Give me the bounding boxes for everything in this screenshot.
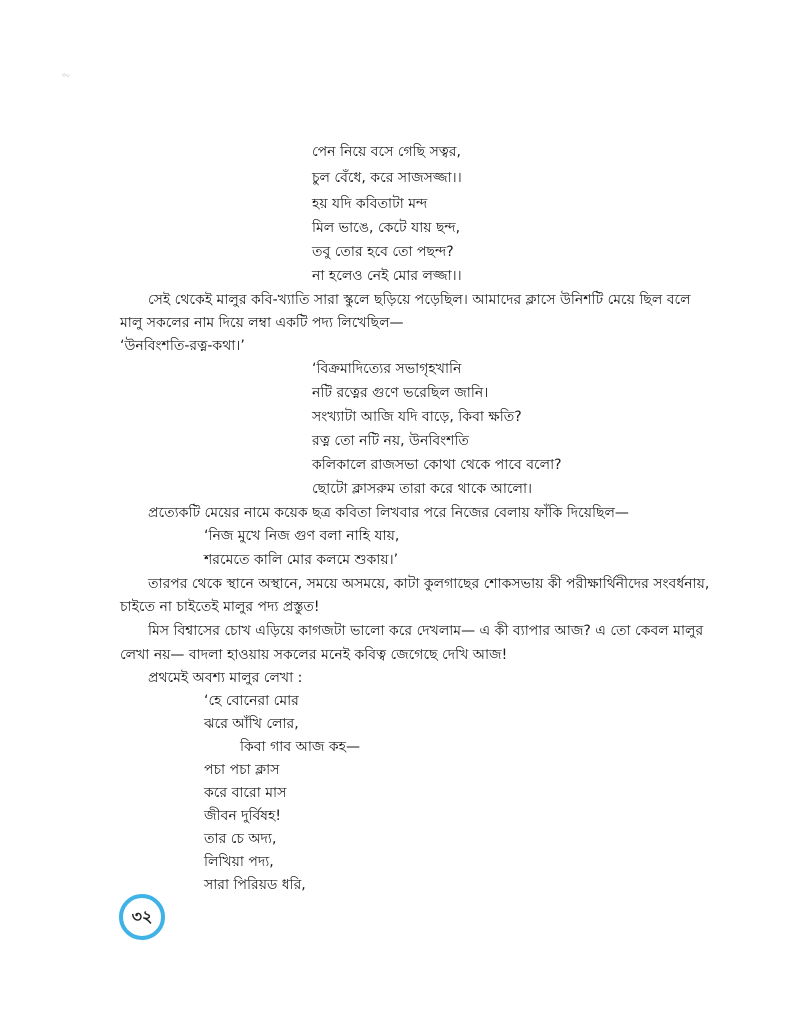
poem1-line-4: মিল ভাঙে, কেটে যায় ছন্দ,	[312, 220, 461, 236]
para4-line-2: লেখা নয়— বাদলা হাওয়ায় সকলের মনেই কবিত্ব জেগেছে দেখি আজ!	[120, 647, 508, 663]
para5-line: প্রথমেই অবশ্য মালুর লেখা :	[148, 670, 303, 686]
poem1-line-5: তবু তোর হবে তো পছন্দ?	[312, 244, 454, 260]
poem4-line-8: লিখিয়া পদ্য,	[204, 854, 274, 870]
poem2-line-1: ‘বিক্রমাদিত্যের সভাগৃহখানি	[312, 361, 462, 377]
poem4-line-9: সারা পিরিয়ড ধরি,	[204, 877, 306, 893]
poem4-line-7: তার চে অদ্য,	[204, 831, 277, 847]
para4-line-1: মিস বিশ্বাসের চোখ এড়িয়ে কাগজটা ভালো করে দেখলাম— এ কী ব্যাপার আজ? এ তো কেবল মালুর	[148, 623, 704, 639]
poem4-line-4: পচা পচা ক্লাস	[204, 762, 280, 778]
para2-line: প্রত্যেকটি মেয়ের নামে কয়েক ছত্র কবিতা লিখবার পরে নিজের বেলায় ফাঁকি দিয়েছিল—	[148, 505, 629, 521]
poem3-line-2: শরমেতে কালি মোর কলমে শুকায়।’	[204, 552, 399, 568]
poem4-line-2: ঝরে আঁখি লোর,	[204, 716, 299, 732]
poem4-line-3: কিবা গাব আজ কহ—	[240, 739, 361, 755]
poem2-line-5: কলিকালে রাজসভা কোথা থেকে পাবে বলো?	[312, 457, 562, 473]
page-number: ৩২	[131, 906, 153, 926]
poem4-line-5: করে বারো মাস	[204, 785, 287, 801]
poem3-line-1: ‘নিজ মুখে নিজ গুণ বলা নাহি যায়,	[204, 528, 400, 544]
para1-line-1: সেই থেকেই মালুর কবি-খ্যাতি সারা স্কুলে ছড়িয়ে পড়েছিল। আমাদের ক্লাসে উনিশটি মেয়ে ছিল বলে	[148, 292, 691, 308]
page-number-badge	[119, 894, 165, 940]
para1-line-3: ‘উনবিংশতি-রত্ন-কথা।’	[120, 338, 245, 354]
poem2-line-6: ছোটো ক্লাসরুম তারা করে থাকে আলো।	[312, 481, 533, 497]
para3-line-2: চাইতে না চাইতেই মালুর পদ্য প্রস্তুত!	[120, 599, 320, 615]
poem1-line-2: চুল বেঁধে, করে সাজসজ্জা।।	[312, 170, 462, 186]
poem4-line-1: ‘হে বোনেরা মোর	[204, 693, 299, 709]
poem2-line-2: নটি রত্নের গুণে ভরেছিল জানি।	[312, 385, 489, 401]
poem1-line-6: না হলেও নেই মোর লজ্জা।।	[312, 268, 462, 284]
poem4-line-6: জীবন দুর্বিষহ!	[204, 808, 281, 824]
poem1-line-3: হয় যদি কবিতাটা মন্দ	[312, 196, 428, 212]
para1-line-2: মালু সকলের নাম দিয়ে লম্বা একটি পদ্য লিখেছিল—	[120, 315, 404, 331]
para3-line-1: তারপর থেকে স্থানে অস্থানে, সময়ে অসময়ে, কাটা কুলগাছের শোকসভায় কী পরীক্ষার্থিনীদের সংবর্ধনায়,	[148, 576, 710, 592]
poem1-line-1: পেন নিয়ে বসে গেছি সত্বর,	[312, 144, 461, 160]
poem2-line-3: সংখ্যাটা আজি যদি বাড়ে, কিবা ক্ষতি?	[312, 409, 522, 425]
poem2-line-4: রত্ন তো নটি নয়, উনবিংশতি	[312, 433, 469, 449]
corner-mark: ৩০	[62, 72, 70, 79]
